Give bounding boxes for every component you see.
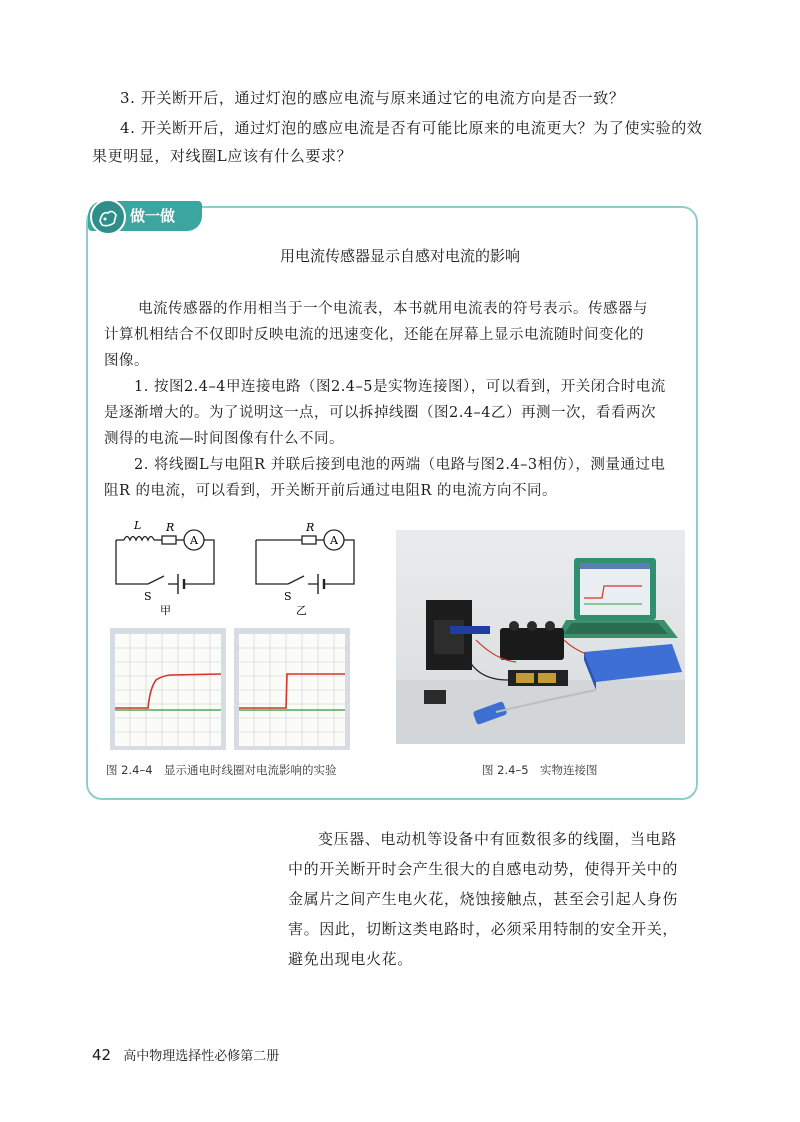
hand-tool-icon bbox=[90, 199, 126, 235]
circuit-diagram-a bbox=[108, 518, 228, 618]
question-4-line-1: 4. 开关断开后，通过灯泡的感应电流是否有可能比原来的电流更大？为了使实验的效 bbox=[120, 119, 703, 137]
figure-a-label: 甲 bbox=[160, 604, 171, 617]
intro-line: 电流传感器的作用相当于一个电流表，本书就用电流表的符号表示。传感器与 bbox=[138, 301, 648, 317]
activity-tag-label: 做一做 bbox=[130, 207, 176, 225]
book-title: 高中物理选择性必修第二册 bbox=[123, 1049, 280, 1064]
ammeter-label: A bbox=[190, 534, 198, 547]
inductor-label: L bbox=[134, 519, 142, 532]
side-line: 中的开关断开时会产生很大的自感电动势，使得开关中的 bbox=[288, 860, 679, 878]
question-4-line-2: 果更明显，对线圈L应该有什么要求？ bbox=[92, 147, 353, 165]
step1-line: 测得的电流—时间图像有什么不同。 bbox=[104, 431, 344, 447]
apparatus-photo bbox=[396, 530, 685, 744]
laptop-image bbox=[556, 558, 678, 638]
step1-line: 是逐渐增大的。为了说明这一点，可以拆掉线圈（图2.4–4乙）再测一次，看看两次 bbox=[104, 405, 657, 421]
current-time-graph-b bbox=[234, 628, 350, 750]
intro-line: 计算机相结合不仅即时反映电流的迅速变化，还能在屏幕上显示电流随时间变化的 bbox=[104, 327, 644, 343]
figure-b-label: 乙 bbox=[296, 604, 307, 617]
step1-line: 1. 按图2.4–4甲连接电路（图2.4–5是实物连接图），可以看到，开关闭合时电流 bbox=[134, 379, 666, 395]
figure-caption-left: 图 2.4–4 显示通电时线圈对电流影响的实验 bbox=[106, 763, 337, 777]
page-number: 42 bbox=[92, 1046, 112, 1064]
circuit-diagram-b bbox=[248, 518, 368, 618]
side-line: 变压器、电动机等设备中有匝数很多的线圈，当电路 bbox=[318, 830, 677, 848]
switch-label: S bbox=[144, 590, 152, 603]
step2-line: 阻R 的电流，可以看到，开关断开前后通过电阻R 的电流方向不同。 bbox=[104, 483, 558, 499]
activity-title: 用电流传感器显示自感对电流的影响 bbox=[279, 247, 520, 265]
step2-line: 2. 将线圈L与电阻R 并联后接到电池的两端（电路与图2.4–3相仿），测量通过电 bbox=[134, 457, 666, 473]
question-3: 3. 开关断开后，通过灯泡的感应电流与原来通过它的电流方向是否一致？ bbox=[120, 89, 625, 107]
side-line: 金属片之间产生电火花，烧蚀接触点，甚至会引起人身伤 bbox=[288, 890, 679, 908]
current-time-graph-a bbox=[110, 628, 226, 750]
resistor-label: R bbox=[166, 521, 175, 534]
figure-caption-right: 图 2.4–5 实物连接图 bbox=[482, 763, 598, 777]
side-paragraph bbox=[288, 824, 708, 974]
side-line: 避免出现电火花。 bbox=[288, 950, 413, 968]
resistor-label: R bbox=[306, 521, 315, 534]
page-footer bbox=[92, 1045, 279, 1064]
ammeter-label: A bbox=[330, 534, 338, 547]
side-line: 害。因此，切断这类电路时，必须采用特制的安全开关， bbox=[288, 920, 679, 938]
intro-line: 图像。 bbox=[104, 353, 149, 369]
switch-label: S bbox=[284, 590, 292, 603]
activity-intro bbox=[104, 296, 690, 504]
